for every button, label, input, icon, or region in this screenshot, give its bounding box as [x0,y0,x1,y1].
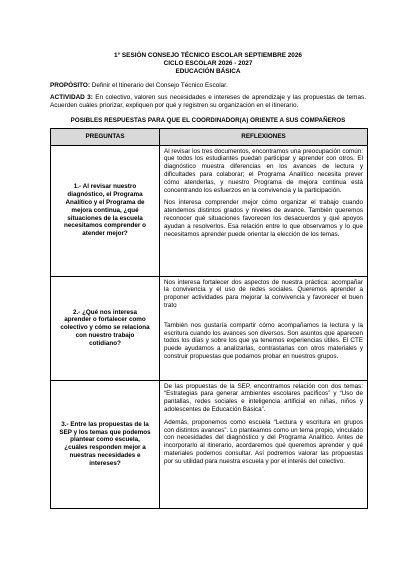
reflection-paragraph: Al revisar los tres documentos, encontramos una preocupación común: que todos los estudiantes puedan participar y aprender con otros. El diagnóstico muestra diferencias en los avances de lectura y dificultades para colaborar; el Programa Analítico necesita prever cómo atenderlas, y nuestro Programa de mejora continua está concentrando los esfuerzos en la convivencia y la participación. [164,147,363,194]
question-cell: 2.- ¿Qué nos interesa aprender o fortalecer como colectivo y cómo se relaciona con nuestro trabajo cotidiano? [51,276,160,380]
header-level: EDUCACIÓN BÁSICA [175,68,241,75]
column-header-questions: PREGUNTAS [51,128,160,145]
document-header [50,52,366,76]
reflection-paragraph: También nos gustaría compartir cómo acompañamos la lectura y la escritura cuando los avances son diversos. Son asuntos que aparecen todos los días y sobre los que ya tenemos experiencias útiles. El CTE puede ayudarnos a analizarlas, contrastarlas con otros materiales y construir propuestas que podamos probar en nuestros grupos. [164,321,363,360]
table-row [51,145,368,276]
purpose-paragraph [50,82,366,90]
reflection-paragraph: De las propuestas de la SEP, encontramos relación con dos temas: “Estrategias para generar ambientes escolares pacíficos” y “Uso de pantallas, redes sociales e inteligencia artificial en niñas, niños y adolescentes de Educación Básica”. [164,382,363,413]
reflection-cell [160,380,368,508]
reflection-cell [160,145,368,276]
table-header-row [51,128,368,145]
table-row [51,276,368,380]
activity-label: ACTIVIDAD 3: [50,94,93,102]
reflection-cell [160,276,368,380]
question-cell: 3.- Entre las propuestas de la SEP y los temas que podemos plantear como escuela, ¿cuáles responden mejor a nuestras necesidades e intereses? [51,380,160,508]
activity-paragraph [50,94,366,110]
question-cell: 1.- Al revisar nuestro diagnóstico, el Programa Analítico y el Programa de mejora continua, ¿qué situaciones de la escuela necesitamos comprender o atender mejor? [51,145,160,276]
responses-table [50,128,368,509]
header-title: 1° SESIÓN CONSEJO TÉCNICO ESCOLAR SEPTIEMBRE 2026 [114,52,302,59]
table-row [51,380,368,508]
column-header-reflections: REFLEXIONES [160,128,368,145]
reflection-paragraph: Nos interesa comprender mejor cómo organizar el trabajo cuando atendemos distintos grados y niveles de avance. También queremos reconocer qué situaciones favorecen los desacuerdos y qué apoyos ayudan a resolverlos. Esa relación entre lo que observamos y lo que necesitamos aprender puede orientar la elección de los temas. [164,199,363,238]
table-caption: POSIBLES RESPUESTAS PARA QUE EL COORDINADOR(A) ORIENTE A SUS COMPAÑEROS [70,116,346,124]
activity-text: En colectivo, valoren sus necesidades e intereses de aprendizaje y las propuestas de temas. Acuerden cuáles priorizar, expliquen por qué y registren su organización en el itinerario. [50,94,366,110]
purpose-text: Definir el Itinerario del Consejo Técnico Escolar. [90,82,228,89]
header-school-year: CICLO ESCOLAR 2026 - 2027 [163,60,253,67]
reflection-paragraph: Nos interesa fortalecer dos aspectos de nuestra práctica: acompañar la convivencia y el uso de redes sociales. Queremos aprender a proponer actividades para mejorar la convivencia y favorecer el buen trato [164,278,363,309]
purpose-label: PROPÓSITO: [50,82,91,89]
reflection-paragraph: Además, proponemos como escuela “Lectura y escritura en grupos con distintos avances”. Lo planteamos como un tema propio, vinculado con necesidades del diagnóstico y del Programa Analítico. Antes de incorporarlo al itinerario, acordaremos qué queremos aprender y qué materiales podemos consultar. Así podremos valorar las propuestas por su utilidad para nuestra escuela y por el interés del colectivo. [164,418,363,465]
